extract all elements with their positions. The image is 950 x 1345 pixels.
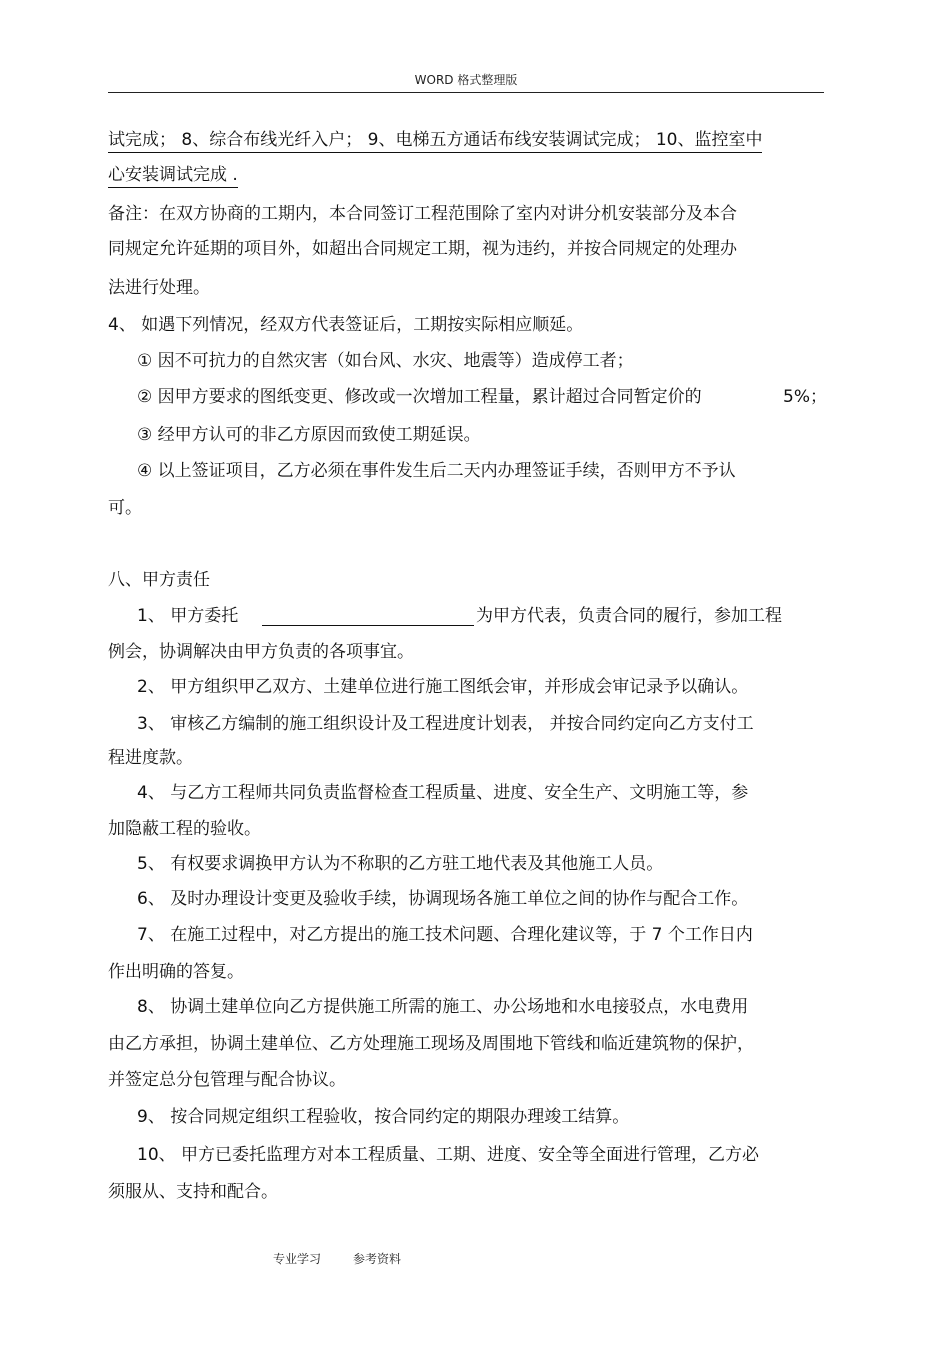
section-heading: 八、甲方责任 — [108, 570, 210, 590]
text-line: 9、 按合同规定组织工程验收，按合同约定的期限办理竣工结算。 — [137, 1107, 630, 1127]
list-item: ② 因甲方要求的图纸变更、修改或一次增加工程量，累计超过合同暂定价的 — [137, 387, 702, 407]
text-line: 6、 及时办理设计变更及验收手续，协调现场各施工单位之间的协作与配合工作。 — [137, 889, 749, 909]
text-line: 3、 审核乙方编制的施工组织设计及工程进度计划表， 并按合同约定向乙方支付工 — [137, 714, 754, 734]
text-line: 可。 — [108, 498, 142, 518]
text-fragment: 为甲方代表，负责合同的履行，参加工程 — [476, 606, 782, 626]
text-line: 须服从、支持和配合。 — [108, 1182, 278, 1202]
text-line: 试完成； 8、综合布线光纤入户； 9、电梯五方通话布线安装调试完成； 10、监控室中 — [108, 128, 762, 153]
text-line: 并签定总分包管理与配合协议。 — [108, 1070, 346, 1090]
fill-in-blank — [262, 609, 474, 626]
text-fragment: 5%； — [783, 387, 827, 407]
text-line: 8、 协调土建单位向乙方提供施工所需的施工、办公场地和水电接驳点，水电费用 — [137, 997, 749, 1017]
footer-left: 专业学习 — [273, 1252, 322, 1266]
text-line: 备注：在双方协商的工期内，本合同签订工程范围除了室内对讲分机安装部分及本合 — [108, 204, 737, 224]
text-line: 由乙方承担，协调土建单位、乙方处理施工现场及周围地下管线和临近建筑物的保护， — [108, 1034, 754, 1054]
footer-right: 参考资料 — [353, 1252, 402, 1266]
text-line: 7、 在施工过程中，对乙方提出的施工技术问题、合理化建议等，于 7 个工作日内 — [137, 925, 753, 945]
list-item: ① 因不可抗力的自然灾害（如台风、水灾、地震等）造成停工者； — [137, 351, 634, 371]
page-header: WORD 格式整理版 — [108, 70, 824, 93]
text-line: 2、 甲方组织甲乙双方、土建单位进行施工图纸会审，并形成会审记录予以确认。 — [137, 677, 749, 697]
list-item: ④ 以上签证项目，乙方必须在事件发生后二天内办理签证手续，否则甲方不予认 — [137, 461, 736, 481]
text-line: 作出明确的答复。 — [108, 962, 244, 982]
text-line: 4、 与乙方工程师共同负责监督检查工程质量、进度、安全生产、文明施工等，参 — [137, 783, 749, 803]
text-line: 5、 有权要求调换甲方认为不称职的乙方驻工地代表及其他施工人员。 — [137, 854, 664, 874]
text-line: 法进行处理。 — [108, 278, 210, 298]
text-line: 4、 如遇下列情况，经双方代表签证后，工期按实际相应顺延。 — [108, 315, 584, 335]
text-line: 10、 甲方已委托监理方对本工程质量、工期、进度、安全等全面进行管理，乙方必 — [137, 1145, 760, 1165]
list-item: ③ 经甲方认可的非乙方原因而致使工期延误。 — [137, 425, 481, 445]
text-line: 同规定允许延期的项目外，如超出合同规定工期，视为违约，并按合同规定的处理办 — [108, 239, 737, 259]
text-line: 程进度款。 — [108, 748, 193, 768]
text-line: 1、 甲方委托 — [137, 606, 239, 626]
text-line: 心安装调试完成 . — [108, 163, 238, 188]
text-line: 例会，协调解决由甲方负责的各项事宜。 — [108, 642, 414, 662]
text-line: 加隐蔽工程的验收。 — [108, 819, 261, 839]
